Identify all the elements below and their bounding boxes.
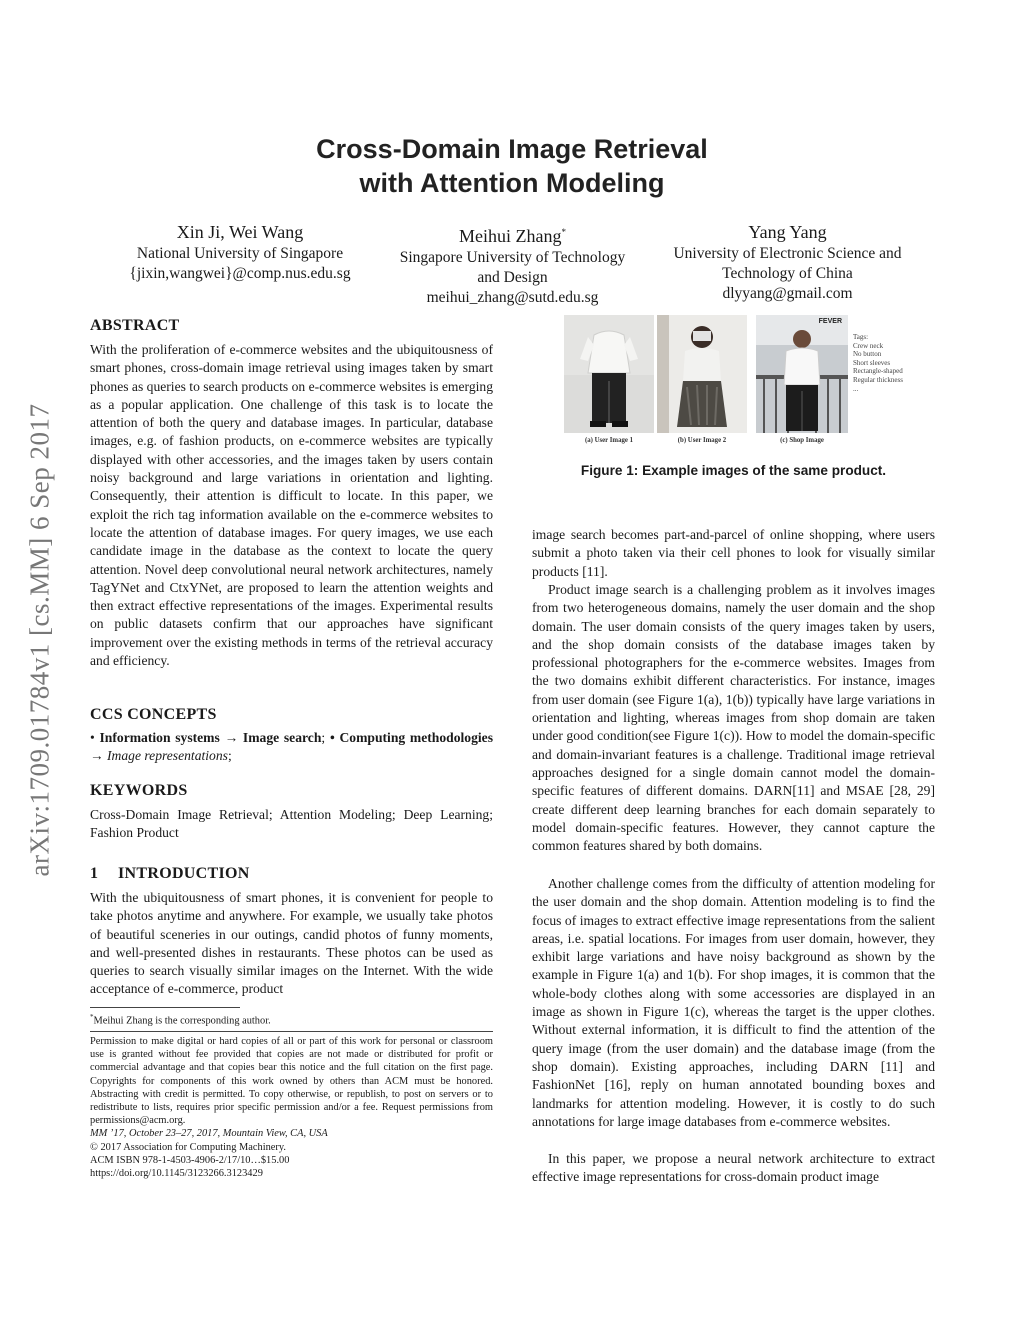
ccs-target-1: Image search bbox=[242, 730, 322, 745]
shop-tags: Tags: Crew neck No button Short sleeves Rectangle-shaped Regular thickness ... bbox=[853, 333, 903, 393]
permission-text: Permission to make digital or hard copies of all or part of this work for personal or classroom use is granted without fee provided that copies are not made or distributed for profit or commercial advantage and that copies bear this notice and the full citation on the first page. Copyrights for components of this work owned by others than ACM must be honored. Abstracting with credit is permitted. To copy otherwise, or republish, to post on servers or to redistribute to lists, requires prior specific permission and/or a fee. Request permissions from permissions@acm.org. bbox=[90, 1036, 493, 1127]
doi-line: https://doi.org/10.1145/3123266.3123429 bbox=[90, 1168, 263, 1180]
author-affiliation: University of Electronic Science and bbox=[673, 245, 902, 262]
permission-rule bbox=[90, 1031, 493, 1032]
intro-paragraph-1: With the ubiquitousness of smart phones, it is convenient for people to take photos anytime and anywhere. For example, we usually take photos of beautiful sceneries in our outings, candid photos of funny moments, and well-presented dishes in restaurants. These photos can be used as queries to search visually similar images on the Internet. With the wide acceptance of e-commerce, product bbox=[90, 890, 493, 997]
intro-paragraph-3: Another challenge comes from the difficulty of attention modeling for the user domain and the shop domain. Attention modeling is to find the focus of images to extract effective image representations from the salient areas, i.e. spatial locations. For images from user domain, however, they exhibit large variations and have noisy background as shown by the example in Figure 1(a) and 1(b). For shop images, it is common that the whole-body clothes along with some accessories are displayed in an image as shown in Figure 1(c), whereas the target is the upper clothes. Without external information, it is difficult to find the attention of the query image (from the user domain) and the database image (from the shop domain). Existing approaches, including DARN [11] and FashionNet [16], reply on human annotated bounding boxes and landmarks for attention modeling. However, it is costly to do such annotations for large image databases from e-commerce websites. bbox=[532, 876, 935, 1129]
user-image-2 bbox=[657, 315, 747, 433]
author-block-1 bbox=[110, 220, 370, 284]
intro-heading: 1 INTRODUCTION bbox=[90, 865, 250, 882]
keywords-text: Cross-Domain Image Retrieval; Attention Modeling; Deep Learning; Fashion Product bbox=[90, 807, 493, 841]
author-email: {jixin,wangwei}@comp.nus.edu.sg bbox=[129, 265, 351, 282]
arxiv-stamp: arXiv:1709.01784v1 [cs.MM] 6 Sep 2017 bbox=[24, 403, 55, 877]
title-line-1: Cross-Domain Image Retrieval bbox=[316, 134, 708, 164]
figure-caption: Figure 1: Example images of the same product. bbox=[580, 463, 887, 478]
abstract-heading: ABSTRACT bbox=[90, 317, 180, 334]
author-name: Xin Ji, Wei Wang bbox=[176, 222, 304, 242]
ccs-text: • Information systems → Image search; • Computing methodologies → Image representations; bbox=[90, 730, 493, 764]
paper-title bbox=[0, 132, 1024, 200]
subfigure-label-c: (c) Shop Image bbox=[780, 437, 824, 444]
permission-block bbox=[90, 1035, 493, 1180]
subfigure-label-a: (a) User Image 1 bbox=[584, 437, 633, 444]
author-name: Yang Yang bbox=[748, 222, 827, 242]
isbn-line: ACM ISBN 978-1-4503-4906-2/17/10…$15.00 bbox=[90, 1154, 290, 1166]
author-affiliation-2: Technology of China bbox=[722, 265, 853, 282]
ccs-heading: CCS CONCEPTS bbox=[90, 706, 217, 723]
keywords-heading: KEYWORDS bbox=[90, 782, 188, 799]
footnote: *Meihui Zhang is the corresponding author. bbox=[90, 1013, 271, 1027]
copyright-line: © 2017 Association for Computing Machinery. bbox=[90, 1141, 286, 1153]
ccs-target-2: Image representations bbox=[107, 748, 228, 764]
abstract-text: With the proliferation of e-commerce websites and the ubiquitousness of smart phones, cross-domain image retrieval using images taken by smart phones as queries to search products on e-commerce websites is emerging as a popular application. One challenge of this task is to locate the attention of both the query and database images. In particular, database images, e.g. of fashion products, on e-commerce websites are typically displayed with other accessories, and the images taken by users contain noisy background and large variations in orientation and lighting. Consequently, their attention is difficult to locate. In this paper, we exploit the rich tag information available on the e-commerce websites to locate the attention of database images. For query images, we use each candidate image in the database as the context to locate the query attention. Novel deep convolutional neural network architectures, namely TagYNet and CtxYNet, are proposed to learn the attention weights and then extract effective representations of the images. Experimental results on public datasets confirm that our approaches have significant improvement over the existing methods in terms of the retrieval accuracy and efficiency. bbox=[90, 342, 493, 669]
author-affiliation: Singapore University of Technology bbox=[399, 249, 626, 266]
shop-image bbox=[756, 315, 848, 433]
title-line-2: with Attention Modeling bbox=[359, 168, 665, 198]
user-image-1 bbox=[564, 315, 654, 433]
author-email: dlyyang@gmail.com bbox=[722, 285, 853, 302]
author-affiliation: National University of Singapore bbox=[136, 245, 344, 262]
footnote-rule bbox=[90, 1007, 240, 1008]
intro-paragraph-4: In this paper, we propose a neural network architecture to extract effective image representations for cross-domain product image bbox=[532, 1151, 935, 1185]
author-name: Meihui Zhang* bbox=[459, 226, 566, 246]
author-block-2 bbox=[380, 220, 645, 308]
intro-paragraph-1-continued: image search becomes part-and-parcel of online shopping, where users submit a photo taken via their cell phones to look for visually similar products [11]. bbox=[532, 527, 935, 579]
subfigure-label-b: (b) User Image 2 bbox=[677, 437, 727, 444]
ccs-item-2: Computing methodologies bbox=[339, 730, 493, 745]
author-block-3 bbox=[655, 220, 920, 304]
author-affiliation-2: and Design bbox=[477, 269, 548, 286]
shop-brand-text: FEVER bbox=[818, 318, 842, 325]
author-email: meihui_zhang@sutd.edu.sg bbox=[426, 289, 599, 306]
conference-venue: MM ’17, October 23–27, 2017, Mountain View, CA, USA bbox=[90, 1128, 328, 1140]
intro-paragraph-2: Product image search is a challenging problem as it involves images from two heterogeneous domains, namely the user domain and the shop domain. The user domain consists of the query images taken by users, and the shop domain consists of the database images taken by professional photographers for the e-commerce websites. Images from the two domains exhibit different characteristics. For instance, images from user domain (see Figure 1(a), 1(b)) typically have large variations in orientation and lighting, whereas images from shop domain are taken under good condition(see Figure 1(c)). How to model the domain-specific and domain-invariant features is a challenge. Traditional image retrieval approaches designed for a single domain cannot model the domain-specific features of different domains. DARN[11] and MSAE [28, 29] create different deep learning branches for each domain separately to model domain-specific features. However, they cannot capture the common features shared by both domains. bbox=[532, 582, 935, 854]
ccs-item-1: Information systems bbox=[99, 730, 220, 745]
